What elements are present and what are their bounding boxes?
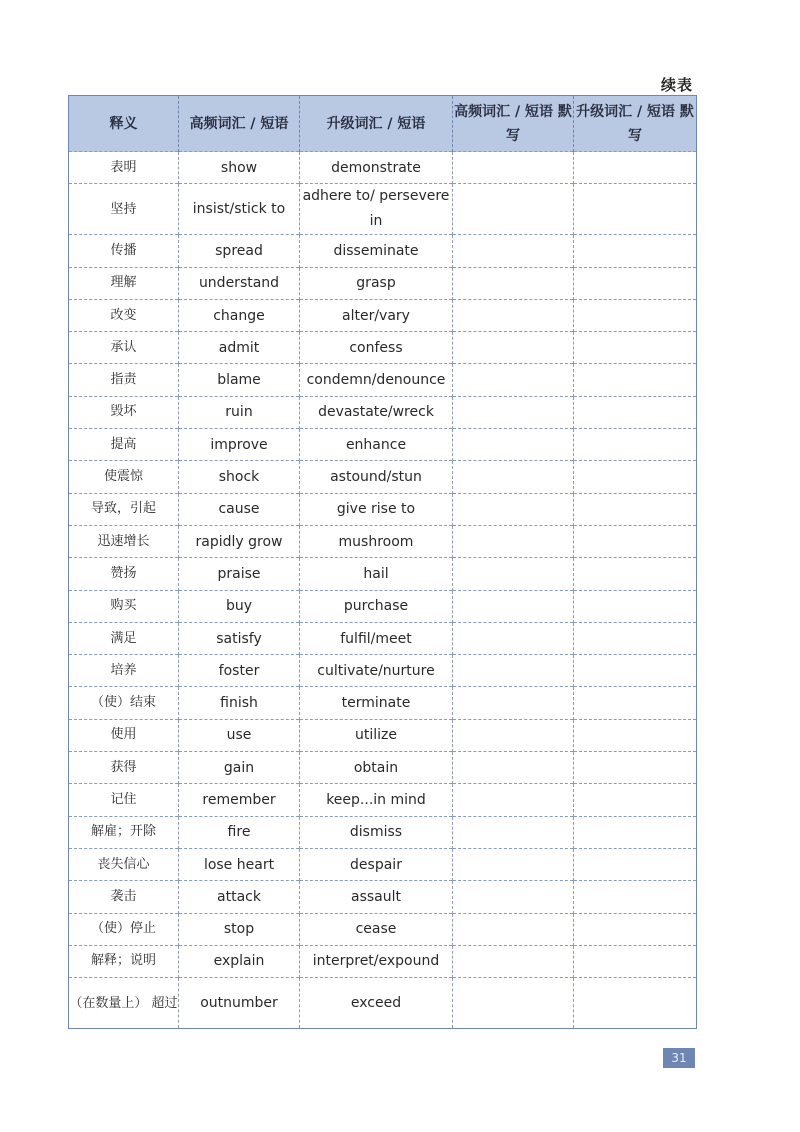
advanced-word-cell: purchase (300, 590, 453, 622)
table-row (69, 299, 697, 331)
advanced-dictation-cell[interactable] (574, 429, 697, 461)
table-row (69, 429, 697, 461)
meaning-cell: 理解 (69, 267, 179, 299)
advanced-word-cell: astound/stun (300, 461, 453, 493)
advanced-dictation-cell[interactable] (574, 622, 697, 654)
common-dictation-cell[interactable] (453, 687, 574, 719)
advanced-word-cell: dismiss (300, 816, 453, 848)
advanced-dictation-cell[interactable] (574, 235, 697, 267)
meaning-cell: 毁坏 (69, 396, 179, 428)
advanced-dictation-cell[interactable] (574, 719, 697, 751)
advanced-word-cell: interpret/expound (300, 945, 453, 977)
meaning-cell: 袭击 (69, 881, 179, 913)
advanced-dictation-cell[interactable] (574, 784, 697, 816)
meaning-cell: 传播 (69, 235, 179, 267)
header-advanced-dictation: 升级词汇 / 短语 默写 (574, 96, 697, 152)
common-dictation-cell[interactable] (453, 235, 574, 267)
advanced-word-cell: cease (300, 913, 453, 945)
advanced-word-cell: fulfil/meet (300, 622, 453, 654)
common-dictation-cell[interactable] (453, 267, 574, 299)
advanced-dictation-cell[interactable] (574, 299, 697, 331)
table-row (69, 152, 697, 184)
advanced-dictation-cell[interactable] (574, 687, 697, 719)
advanced-word-cell: cultivate/nurture (300, 655, 453, 687)
common-word-cell: shock (179, 461, 300, 493)
table-row (69, 687, 697, 719)
common-dictation-cell[interactable] (453, 848, 574, 880)
advanced-dictation-cell[interactable] (574, 913, 697, 945)
table-row (69, 784, 697, 816)
meaning-cell: 提高 (69, 429, 179, 461)
common-word-cell: outnumber (179, 978, 300, 1029)
common-dictation-cell[interactable] (453, 719, 574, 751)
advanced-word-cell: assault (300, 881, 453, 913)
common-word-cell: stop (179, 913, 300, 945)
continued-label: 续表 (660, 76, 693, 94)
common-word-cell: attack (179, 881, 300, 913)
advanced-word-cell: mushroom (300, 525, 453, 557)
advanced-dictation-cell[interactable] (574, 945, 697, 977)
meaning-cell: 使震惊 (69, 461, 179, 493)
advanced-dictation-cell[interactable] (574, 332, 697, 364)
table-row (69, 590, 697, 622)
page-number: 31 (663, 1048, 695, 1068)
common-word-cell: lose heart (179, 848, 300, 880)
table-row (69, 913, 697, 945)
advanced-dictation-cell[interactable] (574, 364, 697, 396)
header-common-dictation: 高频词汇 / 短语 默写 (453, 96, 574, 152)
common-dictation-cell[interactable] (453, 558, 574, 590)
meaning-cell: 满足 (69, 622, 179, 654)
meaning-cell: 赞扬 (69, 558, 179, 590)
table-row (69, 558, 697, 590)
table-row (69, 332, 697, 364)
advanced-word-cell: exceed (300, 978, 453, 1029)
common-dictation-cell[interactable] (453, 655, 574, 687)
meaning-cell: 丧失信心 (69, 848, 179, 880)
meaning-cell: 指责 (69, 364, 179, 396)
advanced-dictation-cell[interactable] (574, 590, 697, 622)
table-row (69, 816, 697, 848)
advanced-word-cell: enhance (300, 429, 453, 461)
advanced-dictation-cell[interactable] (574, 752, 697, 784)
common-dictation-cell[interactable] (453, 493, 574, 525)
common-word-cell: cause (179, 493, 300, 525)
table-row (69, 461, 697, 493)
advanced-word-cell: terminate (300, 687, 453, 719)
table-row (69, 945, 697, 977)
table-row (69, 525, 697, 557)
advanced-word-cell: devastate/wreck (300, 396, 453, 428)
common-dictation-cell[interactable] (453, 784, 574, 816)
common-dictation-cell[interactable] (453, 429, 574, 461)
advanced-dictation-cell[interactable] (574, 493, 697, 525)
common-word-cell: ruin (179, 396, 300, 428)
common-dictation-cell[interactable] (453, 299, 574, 331)
meaning-cell: 坚持 (69, 184, 179, 235)
common-word-cell: fire (179, 816, 300, 848)
table-row (69, 752, 697, 784)
meaning-cell: 解释；说明 (69, 945, 179, 977)
advanced-dictation-cell[interactable] (574, 152, 697, 184)
meaning-cell: 改变 (69, 299, 179, 331)
common-dictation-cell[interactable] (453, 881, 574, 913)
common-dictation-cell[interactable] (453, 945, 574, 977)
table-row (69, 848, 697, 880)
advanced-dictation-cell[interactable] (574, 558, 697, 590)
common-dictation-cell[interactable] (453, 152, 574, 184)
advanced-dictation-cell[interactable] (574, 396, 697, 428)
advanced-dictation-cell[interactable] (574, 655, 697, 687)
advanced-word-cell: utilize (300, 719, 453, 751)
meaning-cell: 导致，引起 (69, 493, 179, 525)
common-word-cell: spread (179, 235, 300, 267)
advanced-word-cell: disseminate (300, 235, 453, 267)
advanced-dictation-cell[interactable] (574, 525, 697, 557)
table-row (69, 622, 697, 654)
meaning-cell: 解雇；开除 (69, 816, 179, 848)
common-word-cell: understand (179, 267, 300, 299)
common-dictation-cell[interactable] (453, 913, 574, 945)
meaning-cell: （使）停止 (69, 913, 179, 945)
advanced-word-cell: adhere to/ persevere in (300, 184, 453, 235)
common-word-cell: satisfy (179, 622, 300, 654)
meaning-cell: （使）结束 (69, 687, 179, 719)
common-word-cell: buy (179, 590, 300, 622)
advanced-word-cell: obtain (300, 752, 453, 784)
common-dictation-cell[interactable] (453, 396, 574, 428)
table-row (69, 184, 697, 235)
meaning-cell: 记住 (69, 784, 179, 816)
advanced-dictation-cell[interactable] (574, 848, 697, 880)
header-common-words: 高频词汇 / 短语 (179, 96, 300, 152)
table-row (69, 978, 697, 1029)
advanced-word-cell: demonstrate (300, 152, 453, 184)
table-row (69, 364, 697, 396)
advanced-word-cell: confess (300, 332, 453, 364)
table-body (69, 152, 697, 1029)
common-dictation-cell[interactable] (453, 622, 574, 654)
meaning-cell: 获得 (69, 752, 179, 784)
common-dictation-cell[interactable] (453, 364, 574, 396)
common-word-cell: use (179, 719, 300, 751)
header-meaning: 释义 (69, 96, 179, 152)
table-row (69, 655, 697, 687)
common-word-cell: praise (179, 558, 300, 590)
table-row (69, 881, 697, 913)
advanced-dictation-cell[interactable] (574, 881, 697, 913)
common-word-cell: show (179, 152, 300, 184)
common-word-cell: remember (179, 784, 300, 816)
header-advanced-words: 升级词汇 / 短语 (300, 96, 453, 152)
common-dictation-cell[interactable] (453, 978, 574, 1029)
advanced-word-cell: condemn/denounce (300, 364, 453, 396)
common-word-cell: improve (179, 429, 300, 461)
meaning-cell: 承认 (69, 332, 179, 364)
advanced-dictation-cell[interactable] (574, 816, 697, 848)
common-dictation-cell[interactable] (453, 752, 574, 784)
table-row (69, 719, 697, 751)
common-dictation-cell[interactable] (453, 525, 574, 557)
common-word-cell: admit (179, 332, 300, 364)
advanced-word-cell: alter/vary (300, 299, 453, 331)
table-header-row (69, 96, 697, 152)
common-dictation-cell[interactable] (453, 461, 574, 493)
advanced-dictation-cell[interactable] (574, 184, 697, 235)
meaning-cell: 使用 (69, 719, 179, 751)
common-word-cell: change (179, 299, 300, 331)
common-word-cell: finish (179, 687, 300, 719)
common-dictation-cell[interactable] (453, 184, 574, 235)
common-word-cell: gain (179, 752, 300, 784)
advanced-dictation-cell[interactable] (574, 978, 697, 1029)
advanced-word-cell: hail (300, 558, 453, 590)
common-word-cell: rapidly grow (179, 525, 300, 557)
meaning-cell: 迅速增长 (69, 525, 179, 557)
meaning-cell: （在数量上） 超过 (69, 978, 179, 1029)
common-word-cell: foster (179, 655, 300, 687)
advanced-word-cell: keep...in mind (300, 784, 453, 816)
table-row (69, 267, 697, 299)
meaning-cell: 表明 (69, 152, 179, 184)
meaning-cell: 购买 (69, 590, 179, 622)
table-row (69, 493, 697, 525)
table-row (69, 396, 697, 428)
common-word-cell: blame (179, 364, 300, 396)
vocabulary-table (68, 95, 697, 1029)
table-row (69, 235, 697, 267)
advanced-word-cell: give rise to (300, 493, 453, 525)
common-word-cell: explain (179, 945, 300, 977)
common-dictation-cell[interactable] (453, 816, 574, 848)
advanced-word-cell: despair (300, 848, 453, 880)
advanced-word-cell: grasp (300, 267, 453, 299)
common-dictation-cell[interactable] (453, 332, 574, 364)
advanced-dictation-cell[interactable] (574, 267, 697, 299)
meaning-cell: 培养 (69, 655, 179, 687)
advanced-dictation-cell[interactable] (574, 461, 697, 493)
common-word-cell: insist/stick to (179, 184, 300, 235)
common-dictation-cell[interactable] (453, 590, 574, 622)
